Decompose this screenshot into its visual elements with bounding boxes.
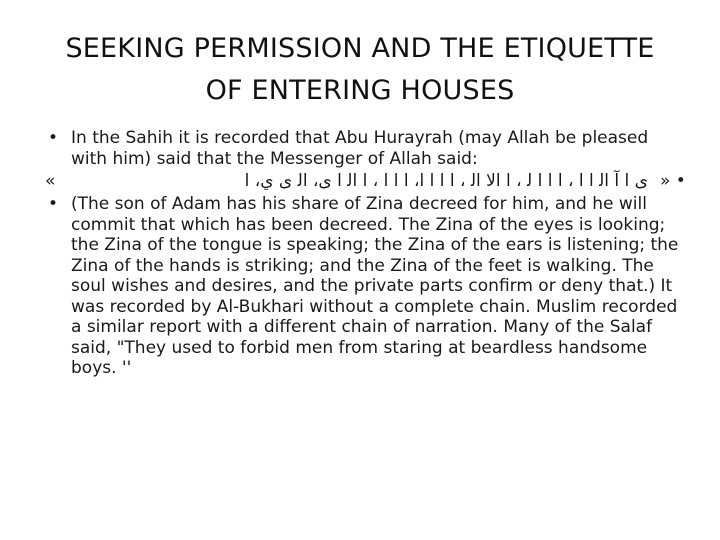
bullet-text: In the Sahih it is recorded that Abu Hurayrah (may Allah be pleased with him) said that the Messenger of Allah said: — [71, 128, 649, 169]
arabic-open-quote: « — [45, 171, 56, 191]
arabic-hadith-line — [0, 170, 720, 192]
bullet-text: (The son of Adam has his share of Zina decreed for him, and he will commit that which has been decreed. The Zina of the eyes is looking; the Zina of the tongue is speaking; the Zina of the ears is listening; the Zina of the hands is striking; and the Zina of the feet is walking. The soul wishes and desires, and the private parts confirm or deny that.) It was recorded by Al-Bukhari without a complete chain. Muslim recorded a similar report with a different chain of narration. Many of the Salaf said, "They used to forbid men from staring at beardless handsome boys. '' — [71, 194, 679, 378]
arabic-close-quote-bullet: » • — [660, 171, 686, 191]
slide-title — [20, 28, 700, 112]
slide-body — [0, 128, 720, 379]
arabic-text: ى ا آ ﺍﻟ ﺍ ﺍ ، ﺍ ﺍ ﺍ ﻟ ، ﺍ ﺍﻻ ﺍﻟ ، ﺍ ﺍ ﺍ ﺍ، ﺍ ﺍ ﺍ ، ﺍ ﺍﻟ ﺍ ى، ﺍﻟ ى ي، ﺍ — [244, 171, 648, 191]
bullet-item-hadith-translation — [0, 194, 720, 379]
bullet-marker: • — [48, 128, 59, 148]
bullet-marker: • — [48, 194, 59, 214]
title-line-2: OF ENTERING HOUSES — [205, 75, 515, 106]
title-line-1: SEEKING PERMISSION AND THE ETIQUETTE — [65, 33, 655, 64]
bullet-item-hadith-intro — [0, 128, 720, 169]
